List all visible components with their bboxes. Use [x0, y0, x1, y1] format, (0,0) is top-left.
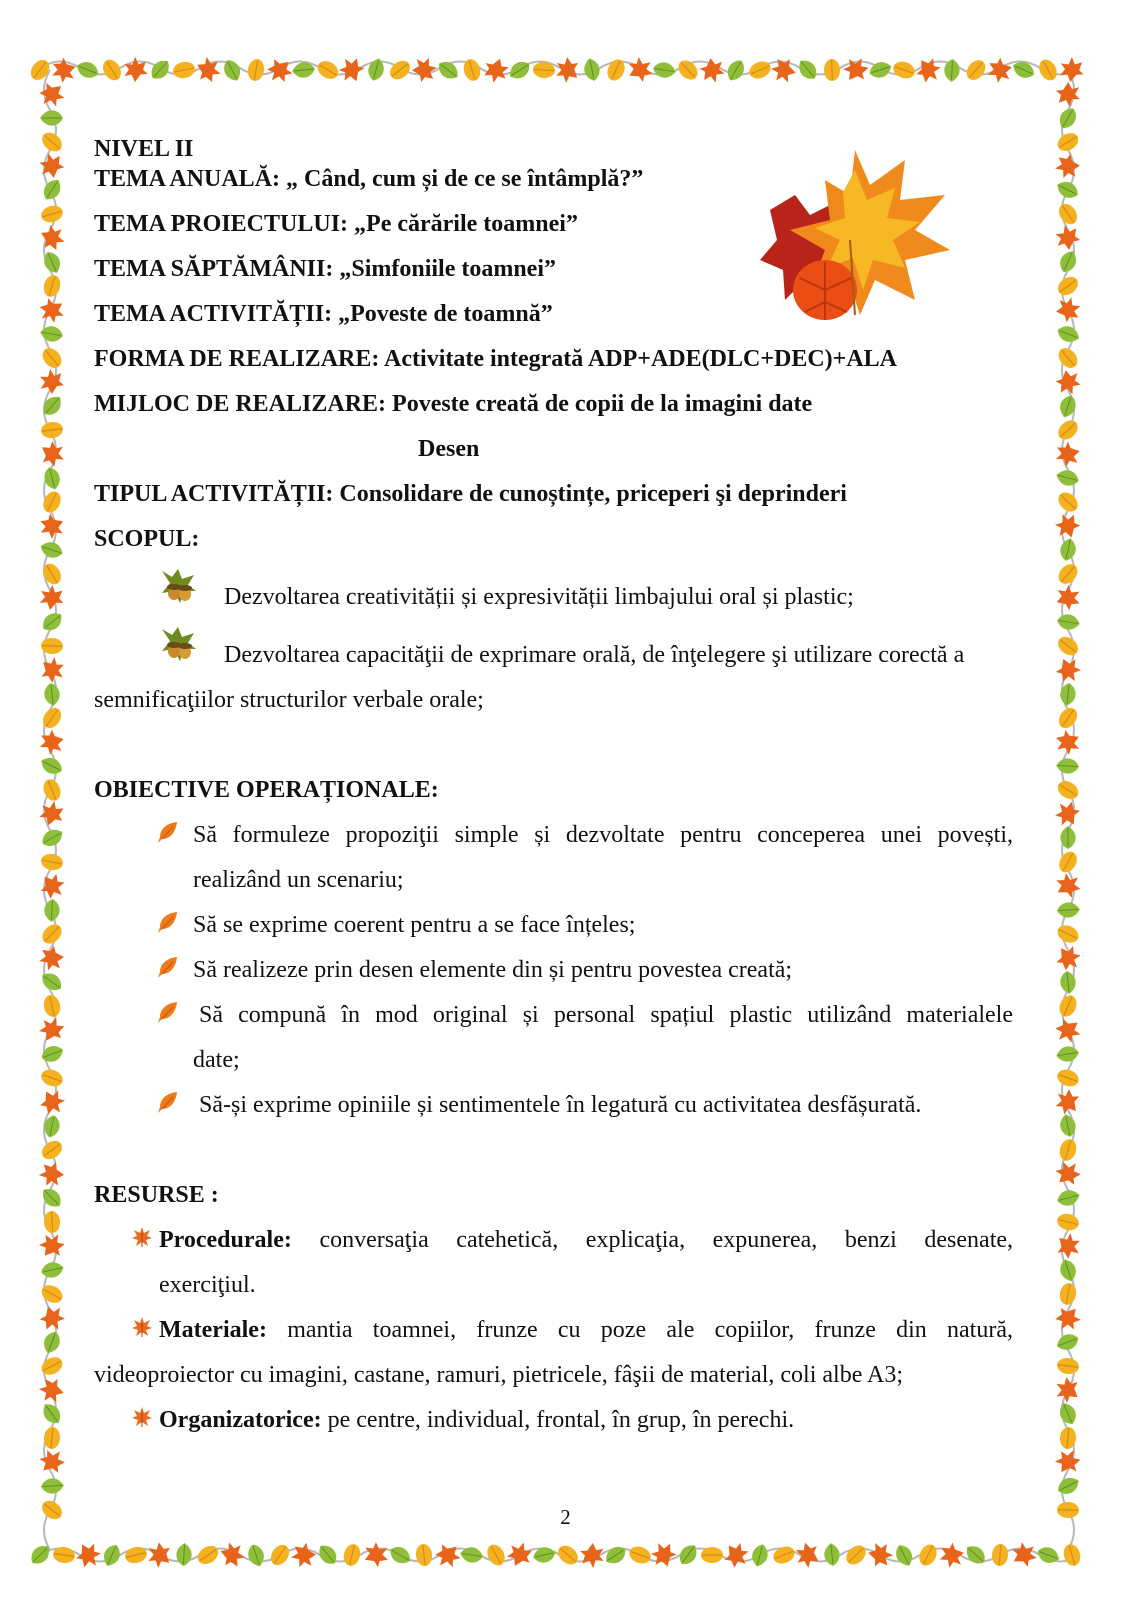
mijloc-realizare-line: MIJLOC DE REALIZARE: Poveste creată de copii de la imagini date: [94, 391, 813, 417]
resurse-materiale: Materiale: mantia toamnei, frunze cu poze ale copiilor, frunze din natură,: [159, 1317, 1013, 1343]
mijloc-realizare-desen: Desen: [418, 436, 480, 462]
resurse-procedurale: Procedurale: conversaţia catehetică, explicaţia, expunerea, benzi desenate,: [159, 1227, 1014, 1253]
obiective-title: OBIECTIVE OPERAȚIONALE:: [94, 777, 439, 803]
resurse-organizatorice: Organizatorice: pe centre, individual, frontal, în grup, în perechi.: [159, 1407, 795, 1433]
orange-leaf-icon: [157, 955, 179, 979]
scop-item-2-cont: semnificaţiilor structurilor verbale orale;: [94, 687, 484, 713]
scop-item-2: Dezvoltarea capacităţii de exprimare orală, de înţelegere şi utilizare corectă a: [224, 642, 965, 668]
tema-proiectului-line: TEMA PROIECTULUI: „Pe cărările toamnei”: [94, 211, 578, 237]
obiectiv-2: Să se exprime coerent pentru a se face înțeles;: [193, 912, 636, 938]
acorn-leaf-icon: [158, 625, 200, 665]
acorn-leaf-icon: [158, 567, 200, 607]
orange-leaf-icon: [157, 1090, 179, 1114]
forma-realizare-line: FORMA DE REALIZARE: Activitate integrată ADP+ADE(DLC+DEC)+ALA: [94, 346, 897, 372]
obiectiv-4-cont: date;: [193, 1047, 240, 1073]
obiectiv-5: Să-și exprime opiniile și sentimentele în legatură cu activitatea desfășurată.: [199, 1092, 922, 1118]
obiectiv-1-cont: realizând un scenariu;: [193, 867, 404, 893]
page-number: 2: [560, 1505, 571, 1529]
nivel-line: NIVEL II: [94, 136, 194, 162]
resurse-procedurale-cont: exerciţiul.: [159, 1272, 256, 1298]
maple-leaf-icon: [131, 1226, 153, 1248]
autumn-maple-leaves-icon: [755, 140, 955, 330]
orange-leaf-icon: [157, 820, 179, 844]
tema-anuala-line: TEMA ANUALĂ: „ Când, cum și de ce se întâmplă?”: [94, 166, 644, 192]
obiectiv-4: Să compună în mod original și personal spațiul plastic utilizând materialele: [199, 1002, 1013, 1028]
resurse-title: RESURSE :: [94, 1182, 219, 1208]
resurse-materiale-cont: videoproiector cu imagini, castane, ramuri, pietricele, fâşii de material, coli albe A3;: [94, 1362, 904, 1388]
scop-item-1: Dezvoltarea creativității și expresivității limbajului oral și plastic;: [224, 584, 854, 610]
maple-leaf-icon: [131, 1406, 153, 1428]
orange-leaf-icon: [157, 1000, 179, 1024]
orange-leaf-icon: [157, 910, 179, 934]
scopul-title: SCOPUL:: [94, 526, 200, 552]
obiectiv-3: Să realizeze prin desen elemente din și pentru povestea creată;: [193, 957, 793, 983]
obiectiv-1: Să formuleze propoziţii simple și dezvoltate pentru conceperea unei povești,: [193, 822, 1013, 848]
tema-activitatii-line: TEMA ACTIVITĂȚII: „Poveste de toamnă”: [94, 301, 553, 327]
maple-leaf-icon: [131, 1316, 153, 1338]
tema-saptamanii-line: TEMA SĂPTĂMÂNII: „Simfoniile toamnei”: [94, 256, 556, 282]
tipul-activitatii-line: TIPUL ACTIVITĂȚII: Consolidare de cunoștințe, priceperi şi deprinderi: [94, 481, 847, 507]
